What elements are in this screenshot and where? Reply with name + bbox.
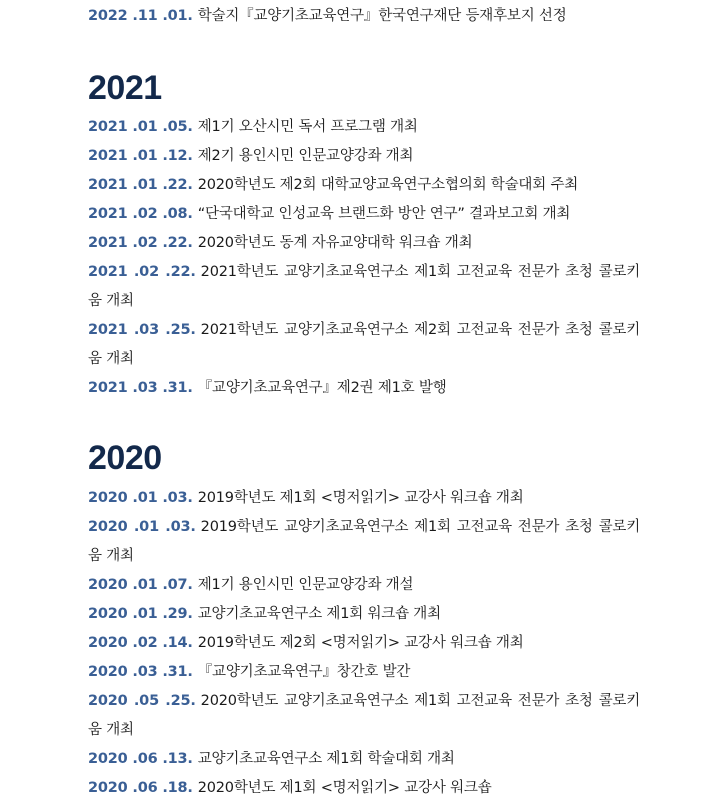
history-entry (88, 258, 640, 316)
history-entry (88, 171, 640, 200)
entry-text: 2021학년도 교양기초교육연구소 제2회 고전교육 전문가 초청 콜로키움 개최 (88, 322, 641, 367)
history-entry (88, 142, 640, 171)
history-entry (88, 774, 640, 803)
entry-date: 2021 .02 .22. (88, 235, 193, 251)
history-entry (88, 2, 640, 31)
entry-date: 2020 .03 .31. (88, 664, 193, 680)
entry-date: 2020 .06 .13. (88, 751, 193, 767)
entry-text: 2020학년도 제1회 <명저읽기> 교강사 워크숍 (197, 780, 492, 796)
entry-date: 2021 .01 .22. (88, 177, 193, 193)
history-entry (88, 484, 640, 513)
history-entry (88, 229, 640, 258)
entry-text: 학술지『교양기초교육연구』한국연구재단 등재후보지 선정 (197, 8, 567, 24)
entry-date: 2021 .02 .22. (88, 264, 196, 280)
entry-text: 2019학년도 제1회 <명저읽기> 교강사 워크숍 개최 (197, 490, 524, 506)
entry-text: 2019학년도 교양기초교육연구소 제1회 고전교육 전문가 초청 콜로키움 개최 (88, 519, 641, 564)
history-entry (88, 745, 640, 774)
year-heading-2021: 2021 (88, 69, 162, 107)
entry-date: 2020 .01 .29. (88, 606, 193, 622)
entry-text: “단국대학교 인성교육 브랜드화 방안 연구” 결과보고회 개최 (197, 206, 571, 222)
entry-date: 2020 .02 .14. (88, 635, 193, 651)
entry-text: 교양기초교육연구소 제1회 워크숍 개최 (197, 606, 441, 622)
entry-date: 2020 .01 .03. (88, 490, 193, 506)
year-heading-2020: 2020 (88, 439, 162, 477)
entry-date: 2021 .01 .12. (88, 148, 193, 164)
entry-text: 2020학년도 동계 자유교양대학 워크숍 개최 (197, 235, 473, 251)
entry-text: 2020학년도 교양기초교육연구소 제1회 고전교육 전문가 초청 콜로키움 개최 (88, 693, 641, 738)
entry-date: 2021 .02 .08. (88, 206, 193, 222)
history-entry (88, 374, 640, 403)
history-entry (88, 113, 640, 142)
entry-date: 2021 .03 .25. (88, 322, 196, 338)
entry-date: 2020 .01 .07. (88, 577, 193, 593)
entry-date: 2020 .01 .03. (88, 519, 196, 535)
entry-text: 『교양기초교육연구』창간호 발간 (197, 664, 411, 680)
history-entry (88, 600, 640, 629)
history-entry (88, 658, 640, 687)
history-list-2020 (88, 484, 640, 803)
entry-date: 2020 .05 .25. (88, 693, 196, 709)
entry-text: 2019학년도 제2회 <명저읽기> 교강사 워크숍 개최 (197, 635, 524, 651)
history-entry (88, 687, 640, 745)
entry-text: 2020학년도 제2회 대학교양교육연구소협의회 학술대회 주최 (197, 177, 579, 193)
entry-text: 제1기 오산시민 독서 프로그램 개최 (197, 119, 418, 135)
entry-date: 2021 .03 .31. (88, 380, 193, 396)
history-list-2021 (88, 113, 640, 403)
history-entry (88, 513, 640, 571)
history-entry (88, 629, 640, 658)
entry-text: 2021학년도 교양기초교육연구소 제1회 고전교육 전문가 초청 콜로키움 개최 (88, 264, 641, 309)
entry-text: 제1기 용인시민 인문교양강좌 개설 (197, 577, 414, 593)
entry-text: 제2기 용인시민 인문교양강좌 개최 (197, 148, 414, 164)
history-entry (88, 571, 640, 600)
history-entry (88, 200, 640, 229)
entry-date: 2021 .01 .05. (88, 119, 193, 135)
entry-text: 『교양기초교육연구』제2권 제1호 발행 (197, 380, 447, 396)
entry-date: 2020 .06 .18. (88, 780, 193, 796)
entry-date: 2022 .11 .01. (88, 8, 193, 24)
entry-text: 교양기초교육연구소 제1회 학술대회 개최 (197, 751, 455, 767)
history-entry (88, 316, 640, 374)
